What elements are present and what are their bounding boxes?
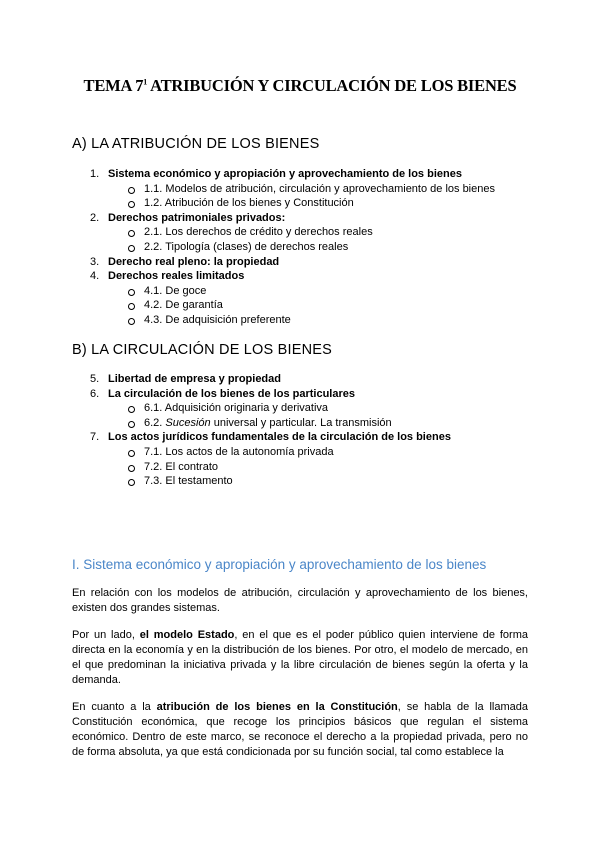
paragraph-2-intro: Por un lado, (72, 629, 140, 641)
outline-subitem-label: 1.1. Modelos de atribución, circulación y aprovechamiento de los bienes (144, 182, 495, 195)
paragraph-2-emphasis: el modelo Estado (139, 629, 235, 641)
outline-item-label: Los actos jurídicos fundamentales de la circulación de los bienes (108, 431, 451, 444)
outline-item (0, 372, 600, 387)
paragraph-2 (72, 628, 528, 688)
outline-item-number: 3. (90, 255, 100, 268)
outline-subitem (0, 401, 600, 416)
outline-item-number: 7. (90, 431, 100, 444)
title-prefix: TEMA 7 (83, 76, 144, 95)
outline-item-label: Derechos reales limitados (108, 270, 245, 283)
section-b-outline (0, 372, 600, 489)
hollow-circle-bullet-icon (128, 450, 135, 457)
outline-item (0, 387, 600, 402)
title-text: ATRIBUCIÓN Y CIRCULACIÓN DE LOS BIENES (147, 76, 517, 95)
hollow-circle-bullet-icon (128, 303, 135, 310)
outline-subitem-label: 6.1. Adquisición originaria y derivativa (144, 402, 329, 415)
outline-subitem-label: 4.2. De garantía (144, 299, 223, 312)
outline-subitem-label: 7.3. El testamento (144, 475, 233, 488)
document-title (0, 76, 600, 96)
outline-item-number: 6. (90, 387, 100, 400)
paragraph-2-body: , en el que es el poder público quien interviene de forma directa en la economía y en la distribución de los bienes. Por otro, el modelo de mercado, en el que predominan la iniciativa privada y la libre circulación de bienes según la oferta y la demanda. (72, 629, 528, 686)
outline-subitem (0, 284, 600, 299)
outline-subitem (0, 445, 600, 460)
outline-item-label: Derechos patrimoniales privados: (108, 211, 286, 224)
outline-item-number: 4. (90, 270, 100, 283)
outline-item-number: 5. (90, 373, 100, 385)
outline-subitem-label: 7.2. El contrato (144, 460, 218, 473)
outline-subitem (0, 182, 600, 197)
outline-item-number: 2. (90, 211, 100, 224)
hollow-circle-bullet-icon (128, 201, 135, 208)
section-subheading: I. Sistema económico y apropiación y aprovechamiento de los bienes (72, 557, 487, 572)
outline-subitem-label: 2.2. Tipología (clases) de derechos reales (144, 240, 349, 253)
paragraph-3-emphasis: atribución de los bienes en la Constitución (156, 701, 398, 713)
title-footnote-mark: 1 (143, 77, 148, 87)
paragraph-3 (72, 700, 528, 760)
hollow-circle-bullet-icon (128, 289, 135, 296)
outline-item (0, 167, 600, 182)
hollow-circle-bullet-icon (128, 318, 135, 325)
outline-subitem (0, 313, 600, 328)
outline-subitem-label: 4.1. De goce (144, 284, 207, 297)
paragraph-1: En relación con los modelos de atribución, circulación y aprovechamiento de los bienes, existen dos grandes sistemas. (72, 587, 528, 614)
outline-subitem (0, 460, 600, 475)
hollow-circle-bullet-icon (128, 406, 135, 413)
paragraph-3-intro: En cuanto a la (72, 701, 157, 713)
outline-subitem-label: 2.1. Los derechos de crédito y derechos reales (144, 226, 373, 239)
outline-subitem-label: 6.2. Sucesión universal y particular. La transmisión (144, 416, 392, 429)
section-a-outline (0, 167, 600, 328)
hollow-circle-bullet-icon (128, 245, 135, 252)
hollow-circle-bullet-icon (128, 421, 135, 428)
outline-subitem (0, 474, 600, 489)
outline-item (0, 211, 600, 226)
outline-subitem (0, 416, 600, 431)
italic-term: Sucesión (165, 416, 211, 429)
outline-item-label: Libertad de empresa y propiedad (108, 373, 281, 385)
outline-item (0, 269, 600, 284)
outline-item (0, 255, 600, 270)
hollow-circle-bullet-icon (128, 465, 135, 472)
outline-item-number: 1. (90, 168, 100, 180)
section-b-heading: B) LA CIRCULACIÓN DE LOS BIENES (72, 342, 333, 358)
outline-item-label: Derecho real pleno: la propiedad (108, 255, 280, 268)
hollow-circle-bullet-icon (128, 479, 135, 486)
paragraph-3-body: , se habla de la llamada Constitución económica, que recoge los principios básicos que regulan el sistema económico. Dentro de este marco, se reconoce el derecho a la propiedad privada, pero no de forma absoluta, ya que está condicionada por su función social, tal como establece la (72, 701, 529, 758)
hollow-circle-bullet-icon (128, 230, 135, 237)
hollow-circle-bullet-icon (128, 187, 135, 194)
outline-subitem (0, 196, 600, 211)
outline-subitem-label: 7.1. Los actos de la autonomía privada (144, 445, 334, 458)
outline-subitem-label: 1.2. Atribución de los bienes y Constitución (144, 197, 354, 210)
section-a-heading: A) LA ATRIBUCIÓN DE LOS BIENES (72, 136, 320, 152)
outline-subitem (0, 225, 600, 240)
outline-item-label: La circulación de los bienes de los particulares (108, 387, 355, 400)
outline-subitem (0, 298, 600, 313)
outline-item (0, 430, 600, 445)
outline-item-label: Sistema económico y apropiación y aprovechamiento de los bienes (108, 168, 462, 180)
outline-subitem (0, 240, 600, 255)
outline-subitem-label: 4.3. De adquisición preferente (144, 313, 291, 326)
